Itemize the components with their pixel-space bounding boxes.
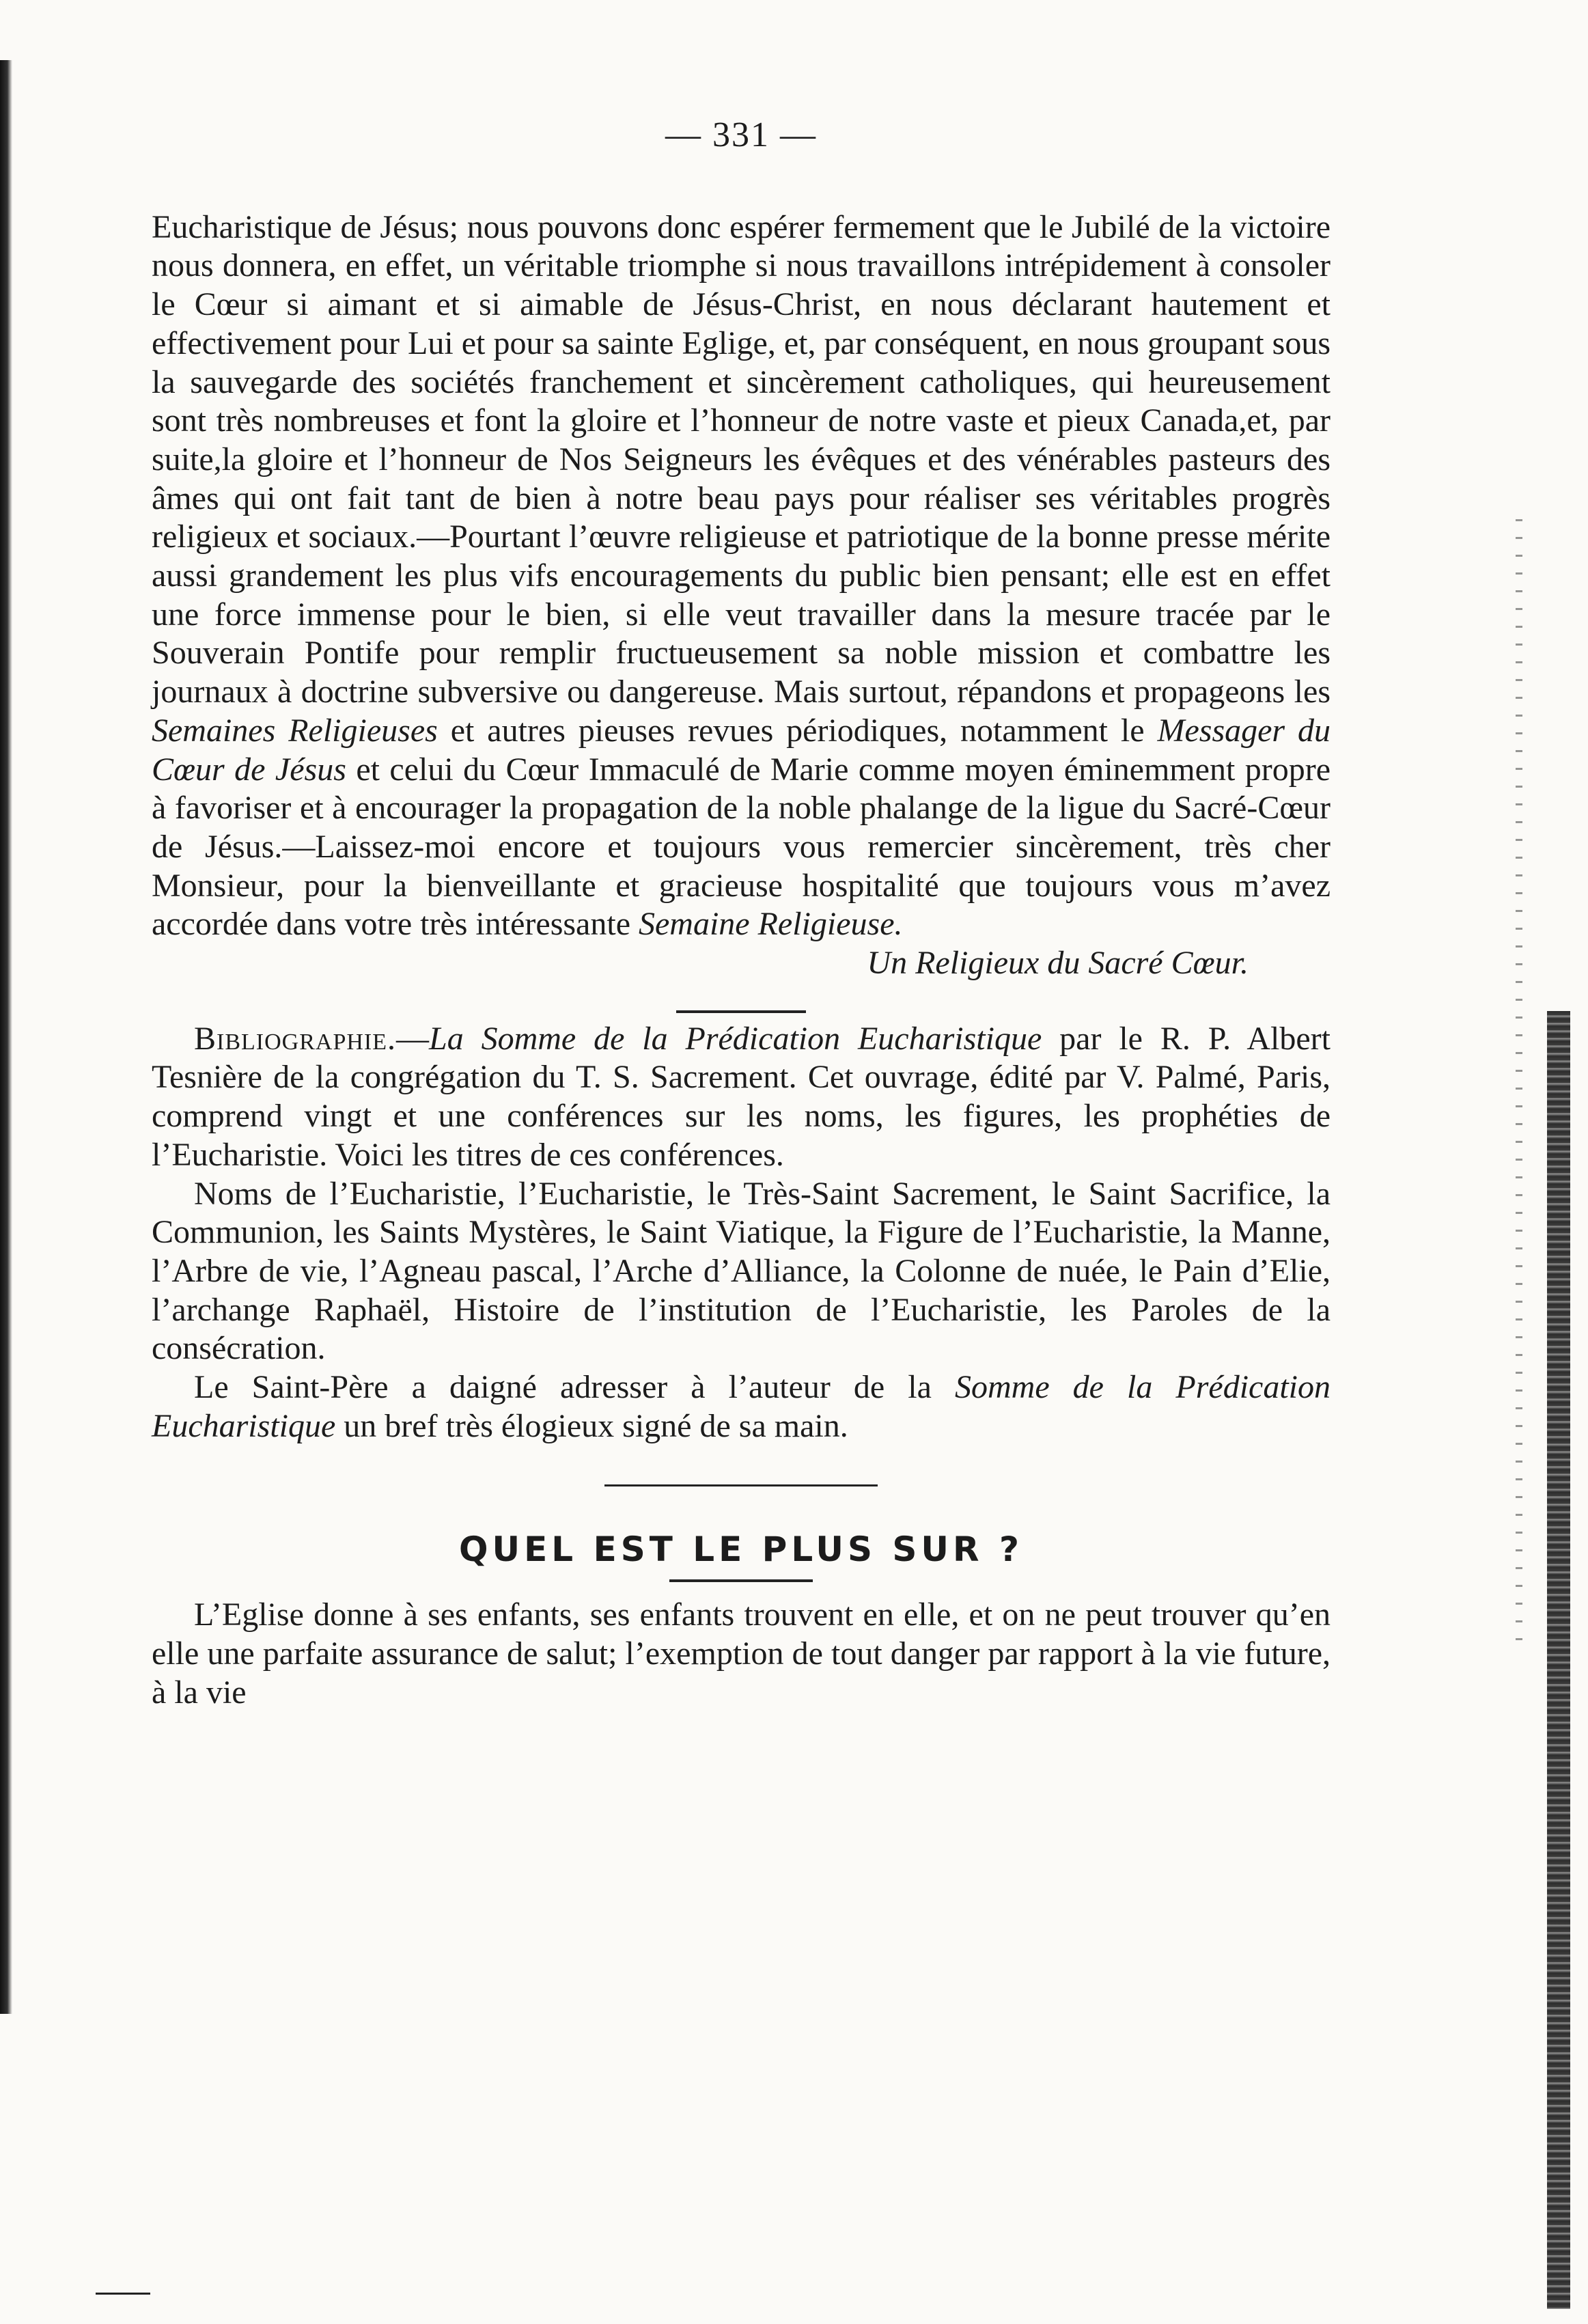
paragraph-conference-titles: Noms de l’Eucharistie, l’Eucharistie, le Très-Saint Sacrement, le Saint Sacrifice, la Communion, les Saints Mystères, le Saint Viatique, la Figure de l’Eucharistie, la Manne, l’Arbre de vie, l’Agneau pascal, l’Arche d’Alliance, la Colonne de nuée, le Pain d’Elie, l’archange Raphaël, Histoire de l’institution de l’Eucharistie, les Paroles de la consécration.: [152, 1175, 1331, 1367]
letter-italic-messager: Messager du Cœur de Jésus: [152, 712, 1331, 788]
signature: Un Religieux du Sacré Cœur.: [867, 945, 1249, 982]
section-divider: [676, 1010, 806, 1013]
letter-text-2: et autres pieuses revues périodiques, notamment le: [437, 712, 1158, 749]
letter-italic-semaines: Semaines Religieuses: [152, 712, 438, 749]
article-heading: QUEL EST LE PLUS SUR ?: [459, 1529, 1023, 1569]
scan-right-specks: [1516, 519, 1522, 1653]
paragraph-papal-brief: [152, 1368, 1331, 1445]
heading-underline: [669, 1579, 813, 1582]
document-page: [152, 116, 1331, 1712]
paragraph-letter: [152, 208, 1331, 944]
papal-brief-text-1: Le Saint-Père a daigné adresser à l’auteur de la: [194, 1369, 955, 1406]
scan-right-edge: [1547, 1011, 1570, 2309]
article-divider: [604, 1484, 878, 1486]
letter-text-1: Eucharistique de Jésus; nous pouvons donc espérer fermement que le Jubilé de la victoire nous donnera, en effet, un véritable triomphe si nous travaillons intrépidement à consoler le Cœur si aimant et si aimable de Jésus-Christ, en nous déclarant hautement et effectivement pour Lui et pour sa sainte Eglige, et, par conséquent, en nous groupant sous la sauvegarde des sociétés franchement et sincèrement catholiques, qui heureusement sont très nombreuses et font la gloire et l’honneur de notre vaste et pieux Canada,et, par suite,la gloire et l’honneur de Nos Seigneurs les évêques et des vénérables pasteurs des âmes qui ont fait tant de bien à notre beau pays pour réaliser ses véritables progrès religieux et sociaux.—Pourtant l’œuvre religieuse et patriotique de la bonne presse mérite aussi grandement les plus vifs encouragements du public bien pensant; elle est en effet une force immense pour le bien, si elle veut travailler dans la mesure tracée par le Souverain Pontife pour remplir fructueusement sa noble mission et combattre les journaux à doctrine subversive ou dangereuse. Mais surtout, répandons et propageons les: [152, 208, 1331, 710]
letter-italic-semaine: Semaine Religieuse.: [639, 906, 903, 943]
paragraph-article-intro: L’Eglise donne à ses enfants, ses enfants trouvent en elle, et on ne peut trouver qu’en elle une parfaite assurance de salut; l’exemption de tout danger par rapport à la vie future, à la vie: [152, 1596, 1331, 1711]
papal-brief-italic: Somme de la Prédication Eucharistique: [152, 1369, 1331, 1444]
papal-brief-text-2: un bref très élogieux signé de sa main.: [335, 1407, 848, 1444]
paragraph-bibliography: [152, 1020, 1331, 1175]
bibliography-label: Bibliographie.: [194, 1020, 396, 1057]
scan-left-edge: [0, 60, 12, 2014]
footer-mark: [96, 2293, 150, 2295]
bibliography-title: La Somme de la Prédication Eucharistique: [429, 1020, 1042, 1057]
page-number: — 331 —: [665, 115, 817, 154]
letter-text-3: et celui du Cœur Immaculé de Marie comme moyen éminemment propre à favoriser et à encourager la propagation de la noble phalange de la ligue du Sacré-Cœur de Jésus.—Laissez-moi encore et toujours vous remercier sincèrement, très cher Monsieur, pour la bienveillante et gracieuse hospitalité que toujours vous m’avez accordée dans votre très intéressante: [152, 751, 1331, 943]
bibliography-dash: —: [396, 1020, 429, 1057]
bibliography-text: par le R. P. Albert Tesnière de la congrégation du T. S. Sacrement. Cet ouvrage, édité par V. Palmé, Paris, comprend vingt et une conférences sur les noms, les figures, les prophéties de l’Eucharistie. Voici les titres de ces conférences.: [152, 1020, 1331, 1173]
